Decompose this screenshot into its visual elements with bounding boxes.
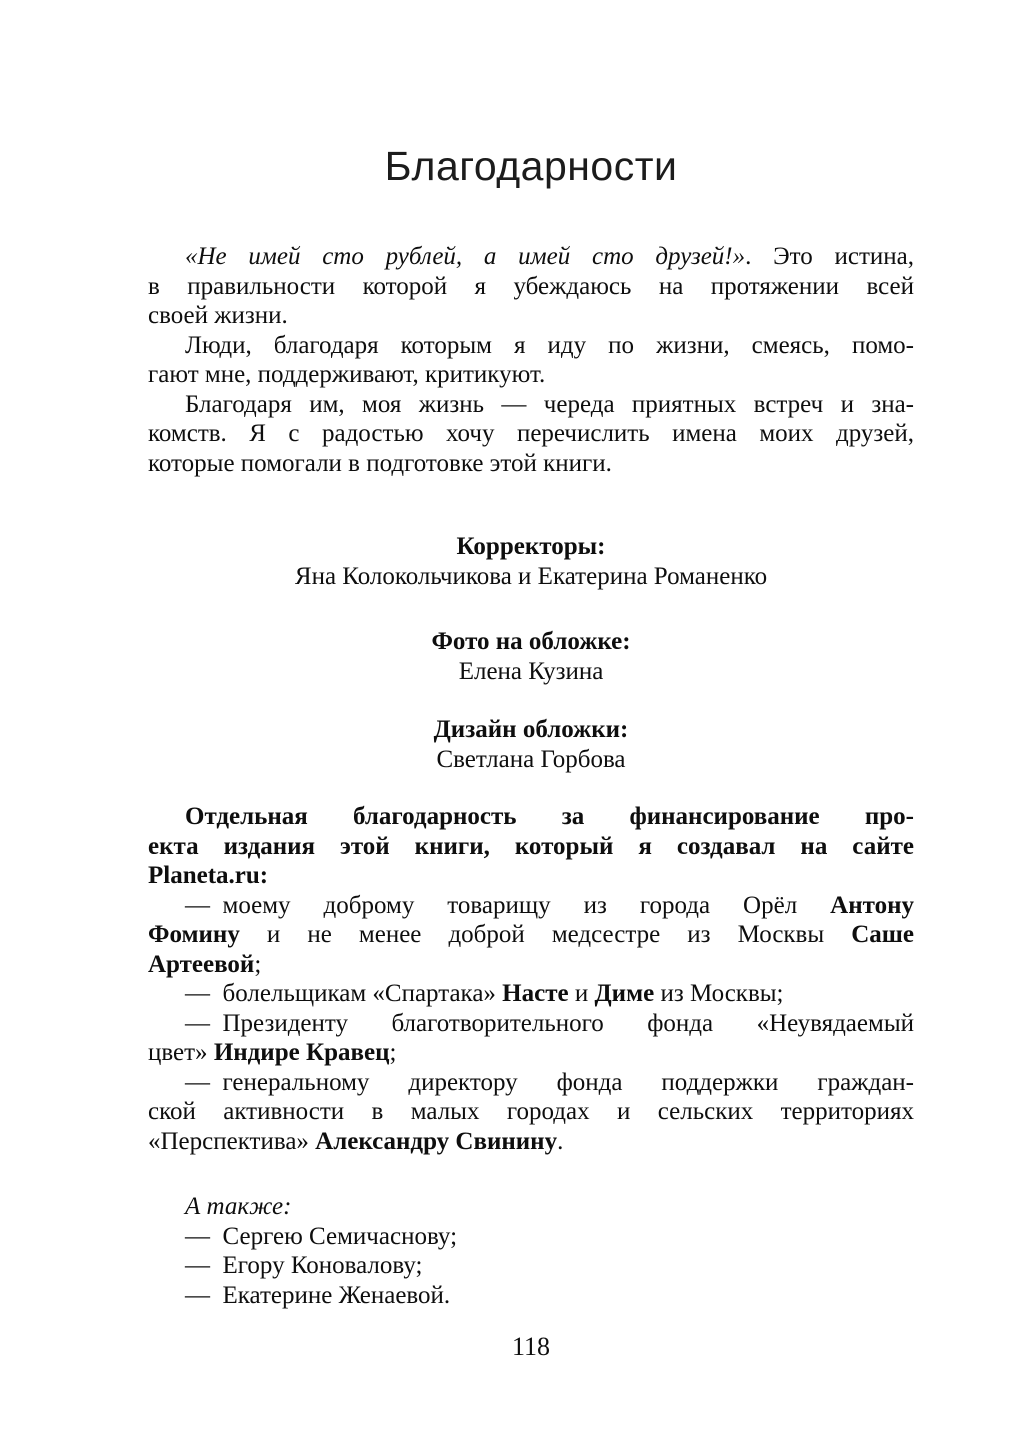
bold-text: Фото на обложке: (431, 628, 631, 655)
bold-text: Planeta.ru: (148, 862, 269, 889)
text-line (148, 627, 914, 657)
body-text: — Президенту благотворительного фонда «Неувядаемый (185, 1009, 914, 1037)
text-line (148, 419, 914, 449)
text-line (148, 1097, 914, 1127)
body-text: ской активности в малых городах и сельских территориях (148, 1098, 914, 1125)
body-text: и (568, 980, 595, 1007)
text-line (148, 832, 914, 862)
text-line (148, 1222, 914, 1252)
bold-text: Диме (594, 980, 655, 1007)
italic-text: А также: (185, 1193, 292, 1220)
body-text: из Москвы; (654, 980, 784, 1007)
text-line (148, 1281, 914, 1311)
body-text: которые помогали в подготовке этой книги. (148, 449, 612, 477)
body-text: . Это истина, (745, 243, 914, 270)
body-text: Благодаря им, моя жизнь — череда приятных встреч и зна- (185, 390, 914, 418)
intro-paragraphs (148, 242, 914, 478)
body-text: в правильности которой я убеждаюсь на протяжении всей (148, 272, 914, 300)
body-text: . (557, 1127, 564, 1155)
text-line (148, 657, 914, 687)
text-line (148, 1038, 914, 1068)
page-number: 118 (511, 1332, 551, 1361)
bold-text: Фомину (148, 921, 240, 948)
text-line (148, 532, 914, 562)
cover-design-credit (148, 715, 914, 774)
bold-text: Саше (851, 921, 914, 948)
text-line (148, 745, 914, 775)
text-line (148, 360, 914, 390)
text-line (148, 1127, 914, 1157)
text-line (148, 449, 914, 479)
bold-text: Насте (502, 980, 569, 1007)
bold-text: екта издания этой книги, который я создавал на сайте (148, 832, 914, 860)
bold-text: Дизайн обложки: (433, 716, 629, 743)
body-text: «Перспектива» (148, 1127, 316, 1155)
body-text: — моему доброму товарищу из города Орёл (185, 891, 831, 919)
body-text: гают мне, поддерживают, критикуют. (148, 361, 546, 388)
body-text: Люди, благодаря которым я иду по жизни, смеясь, помо- (185, 331, 914, 359)
body-text: цвет» (148, 1039, 214, 1066)
body-text: и не менее доброй медсестре из Москвы (239, 921, 852, 948)
bold-text: Индире Кравец (213, 1039, 390, 1066)
bold-text: Александру Свинину (315, 1127, 558, 1155)
body-text: — Егору Коновалову; (185, 1252, 423, 1279)
body-text: Елена Кузина (458, 657, 604, 685)
text-line (148, 1192, 914, 1222)
bold-text: Артеевой (148, 950, 255, 978)
also-thanks (148, 1192, 914, 1310)
text-line (148, 802, 914, 832)
body-text: ; (254, 950, 262, 978)
text-line (148, 861, 914, 891)
text-line (148, 950, 914, 980)
text-line (148, 1251, 914, 1281)
text-line (148, 331, 914, 361)
text-line (148, 242, 914, 272)
bold-text: Отдельная благодарность за финансирование про- (185, 803, 914, 830)
body-text: — болельщикам «Спартака» (185, 980, 503, 1007)
text-line (148, 562, 914, 592)
text-line (148, 920, 914, 950)
italic-text: «Не имей сто рублей, а имей сто друзей!» (185, 243, 746, 270)
body-text: Светлана Горбова (436, 745, 626, 773)
page-title: Благодарности (384, 143, 678, 189)
text-line (148, 390, 914, 420)
body-text: комств. Я с радостью хочу перечислить имена моих друзей, (148, 420, 914, 447)
text-line (148, 1009, 914, 1039)
cover-photo-credit (148, 627, 914, 686)
body-text: — генеральному директору фонда поддержки граждан- (185, 1068, 914, 1096)
bold-text: Корректоры: (456, 533, 606, 560)
body-text: — Сергею Семичаснову; (185, 1222, 458, 1250)
correctors-credit (148, 532, 914, 591)
body-text: — Екатерине Женаевой. (185, 1281, 451, 1309)
body-text: Яна Колокольчикова и Екатерина Романенко (294, 562, 768, 590)
bold-text: Антону (830, 891, 914, 919)
text-line (148, 301, 914, 331)
text-line (148, 272, 914, 302)
text-line (148, 1068, 914, 1098)
text-line (148, 891, 914, 921)
text-line (148, 979, 914, 1009)
text-line (148, 715, 914, 745)
text-column (148, 0, 914, 1362)
body-text: своей жизни. (148, 302, 288, 329)
body-text: ; (389, 1039, 397, 1066)
funding-thanks (148, 802, 914, 1156)
